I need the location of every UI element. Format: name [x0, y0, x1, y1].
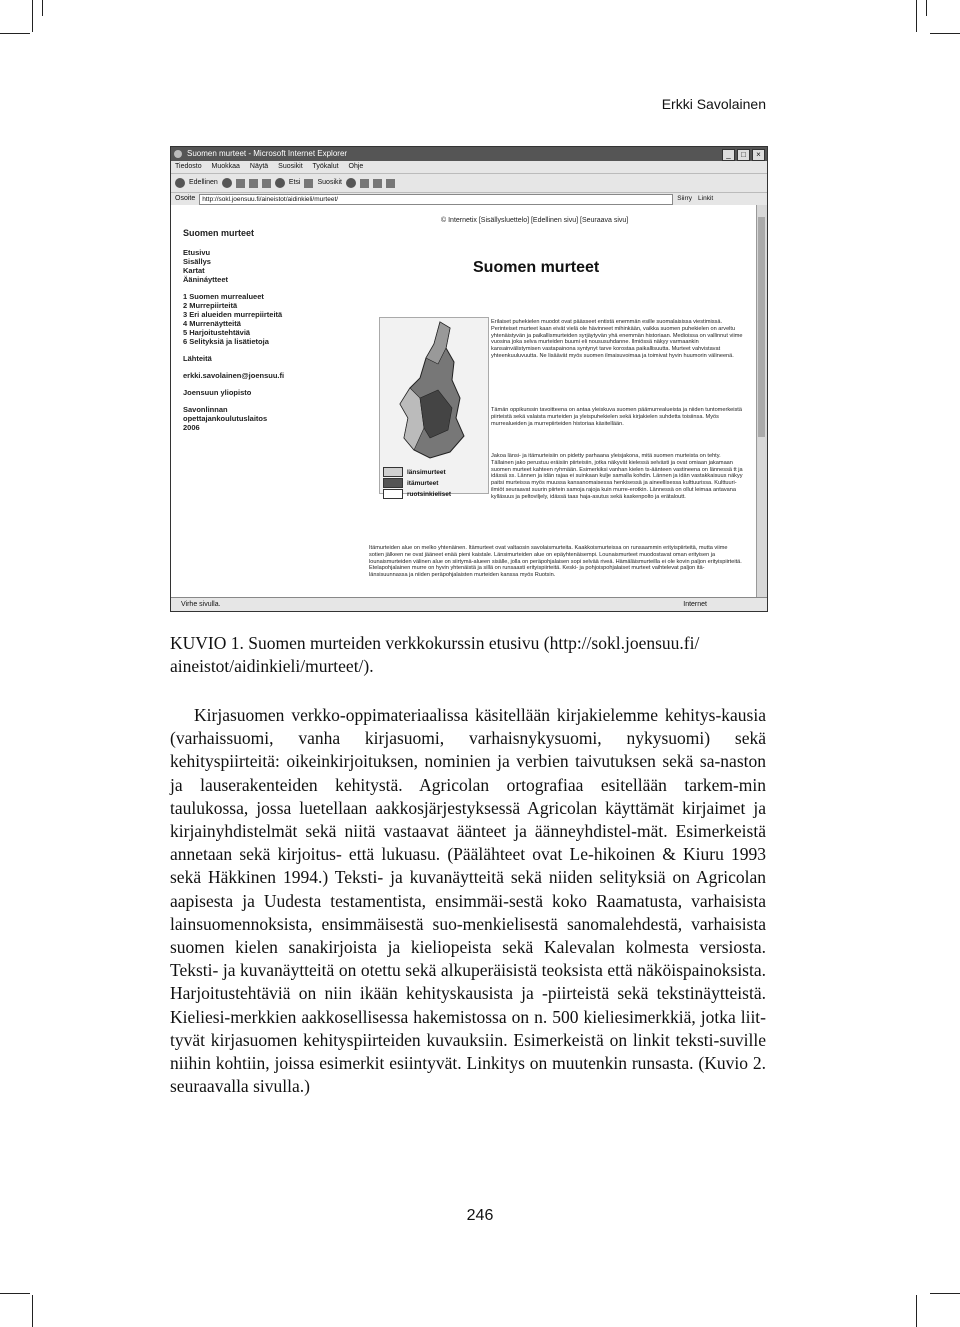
legend-swatch-swedish [383, 489, 403, 499]
legend-label: itämurteet [407, 479, 439, 487]
forward-arrow-icon[interactable] [222, 178, 232, 188]
search-icon[interactable] [275, 178, 285, 188]
maximize-button[interactable]: □ [737, 149, 750, 161]
close-button[interactable]: × [752, 149, 765, 161]
sidebar-item-chapter[interactable]: 3 Eri alueiden murrepiirteitä [183, 310, 283, 319]
toolbar [171, 174, 767, 193]
address-label: Osoite [175, 195, 196, 202]
sidebar-item-chapter[interactable]: 6 Selityksiä ja lisätietoja [183, 337, 269, 346]
menu-edit[interactable]: Muokkaa [211, 163, 240, 170]
crop-mark [0, 33, 30, 34]
search-button[interactable]: Etsi [288, 179, 301, 186]
print-icon[interactable] [373, 179, 382, 188]
crop-mark [32, 1295, 33, 1327]
east-west-paragraph: Itämurteiden alue on melko yhtenäinen. Itämurteet ovat valtaosin savolaismurteita. Kaakkoismurteissa on runsaammin erityispiirteitä, mutta viime sotien jälkeen ne ovat jääneet enää pieni kaistale. Länsimurteiden alue on epäyhtenäisempi. Lounaismurteet muodostavat oman erityisen ja lounaismurteiden välinen alue on siirtymä-alueen sisälle, jolla on peräpohjalaisen sopi selvää riveä. Hämäläismurteilla ei ole kovin paljon erityispiirteitä. Etelapohjalainen murre on hyvin yhtenäistä ja sillä on runsaasti erityispiirteitä. Keski- ja pohjoispohjalaiset murteet vaihtelevat paljon itä-länsisuunnassa ja niiden peräpohjalaisten murteiden kanssa myös Ruotsin. [369, 545, 742, 579]
crop-mark [926, 0, 927, 16]
page-content [171, 205, 757, 597]
menu-help[interactable]: Ohje [348, 163, 364, 170]
menu-view[interactable]: Näytä [249, 163, 269, 170]
crop-mark [930, 33, 960, 34]
menu-tools[interactable]: Työkalut [312, 163, 339, 170]
address-input[interactable]: http://sokl.joensuu.fi/aineistot/aidinkieli/murteet/ [199, 194, 673, 205]
crop-mark [916, 0, 917, 32]
top-navigation[interactable]: © Internetix [Sisällysluettelo] [Edellinen sivu] [Seuraava sivu] [441, 217, 629, 224]
legend-label: länsimurteet [407, 468, 446, 476]
stop-icon[interactable] [236, 179, 245, 188]
sidebar-unit: opettajankoulutuslaitos [183, 414, 268, 423]
history-icon[interactable] [346, 178, 356, 188]
sidebar-item-home[interactable]: Etusivu [183, 248, 211, 257]
go-button[interactable]: Siirry [677, 195, 693, 202]
crop-mark [42, 0, 43, 16]
page-number: 246 [466, 1207, 494, 1224]
figure-caption: KUVIO 1. Suomen murteiden verkkokurssin etusivu (http://sokl.joensuu.fi/ aineistot/aidinkieli/murteet/). [170, 633, 700, 676]
favorites-star-icon[interactable] [304, 179, 313, 188]
browser-screenshot [170, 146, 768, 612]
menu-file[interactable]: Tiedosto [175, 163, 202, 170]
sidebar-year: 2006 [183, 423, 200, 432]
minimize-button[interactable]: _ [722, 149, 735, 161]
sidebar-university: Joensuun yliopisto [183, 388, 252, 397]
links-button[interactable]: Linkit [698, 195, 714, 202]
running-header: Erkki Savolainen [661, 96, 766, 112]
sidebar-title: Suomen murteet [183, 228, 255, 238]
crop-mark [930, 1293, 960, 1294]
mail-icon[interactable] [360, 179, 369, 188]
back-arrow-icon[interactable] [175, 178, 185, 188]
legend-swatch-east [383, 478, 403, 488]
window-controls [722, 149, 765, 161]
sidebar-item-chapter[interactable]: 2 Murrepiirteitä [183, 301, 238, 310]
crop-mark [32, 0, 33, 32]
sidebar-email[interactable]: erkki.savolainen@joensuu.fi [183, 371, 285, 380]
favorites-button[interactable]: Suosikit [317, 179, 342, 186]
crop-mark [916, 1295, 917, 1327]
legend-swatch-west [383, 467, 403, 477]
legend-label: ruotsinkieliset [407, 490, 452, 498]
menu-bar [171, 161, 767, 174]
edit-icon[interactable] [386, 179, 395, 188]
status-zone: Internet [683, 601, 707, 608]
window-title: Suomen murteet - Microsoft Internet Explorer [187, 149, 348, 158]
body-paragraph: Kirjasuomen verkko-oppimateriaalissa käsitellään kirjakielemme kehitys-kausia (varhaissuomi, vanha kirjasuomi, varhaisnykysuomi, nykysuomi) sekä kehityspiirteitä: oikeinkirjoituksen, nominien ja verbien taivutuksen sekä sa-naston ja lauserakenteiden kehitystä. Agricolan ortografiaa esitellään tarkem-min taulukossa, jossa luetellaan aakkosjärjestyksessä Agricolan käyttämät kirjaimet ja kirjainyhdistelmät sekä niitä vastaavat äänteet ja äänneyhdistel-mät. Esimerkeistä annetaan sekä kirjoitus- että lukuasu. (Päälähteet ovat Le-hikoinen & Kiuru 1993 sekä Häkkinen 1994.) Teksti- ja kuvanäytteitä sekä niiden selityksiä on Agricolan aapisesta ja Uudesta testamentista, ensimmäi-sestä koko Raamatusta, varhaisista lainsuomennoksista, ensimmäisestä suo-menkielisestä sanomalehdestä, varhaisista suomen kielen sanakirjoista ja kieliopeista sekä Kalevalan kolmesta versiosta. Teksti- ja kuvanäytteitä on otettu sekä alkuperäisistä teoksista että näköispainoksista. Harjoitustehtäviä on niin ikään kehityskausista ja -piirteistä sekä tekstinäytteistä. Kieliesi-merkkien aakkosellisessa hakemistossa on n. 500 kieliesimerkkiä, jotka liit-tyvät kirjasuomen kehityspiirteiden kuvauksiin. Esimerkeistä on linkit teksti-suville niihin kohtiin, joissa esimerkit esiintyvät. Linkitys on muutenkin runsasta. (Kuvio 2. seuraavalla sivulla.) [170, 705, 766, 1097]
sidebar-item-sources[interactable]: Lähteitä [183, 354, 212, 363]
map-legend [383, 467, 451, 500]
menu-favorites[interactable]: Suosikit [278, 163, 303, 170]
vertical-scrollbar[interactable] [756, 205, 767, 597]
back-button[interactable]: Edellinen [189, 179, 218, 186]
crop-mark [0, 1293, 30, 1294]
sidebar-item-chapter[interactable]: 4 Murrenäytteitä [183, 319, 241, 328]
page-title: Suomen murteet [473, 259, 600, 276]
goal-paragraph: Tämän oppikurssin tavoitteena on antaa yleiskuva suomen päämurrealueista ja niiden tuntomerkeistä piirteistä sekä valaista murteiden ja yleispuhekielen sekä kirjakielen suhdetta toisiinsa. Myös murrealueiden ja murrepiirteiden historiaa käsitellään. [491, 407, 742, 427]
ie-icon [174, 150, 182, 158]
refresh-icon[interactable] [249, 179, 258, 188]
division-paragraph: Jakoa länsi- ja itämurteisiin on pidetty parhaana yleisjakona, mitä suomen murteista on tehty. Tällainen jako perustuu eräisiin piirteisiin, jotka näkyvät kielessä selvästi ja ovat omiaan jakamaan suomen murteet kahteen ryhmään. Esimerkiksi vanhan kielen ts-äänteen vastineena on lännessä tt ja idässä ss. Lännen ja idän rajaa ei suinkaan kulje samalla kohdin. Lännen ja idän vastakkaisuus näkyy paitsi murteissa myös muussa kansanomaisessa henkisessä ja aineellisessa kulttuurissa. Kulttuuri-ilmiöt seuraavat suurin piirtein samoja rajoja kuin murre-erotkin. Lännessä on ollut leimaa antavana kylläsuus ja peltoviljely, idässä taas haja-asutus sekä kaskenpolto ja erätaloutt. [491, 453, 743, 500]
sidebar-item-maps[interactable]: Kartat [183, 266, 205, 275]
sidebar-item-chapter[interactable]: 1 Suomen murrealueet [183, 292, 264, 301]
sidebar-item-audio[interactable]: Äänináytteet [183, 275, 229, 284]
finland-map-icon [380, 318, 488, 466]
window-titlebar [171, 147, 767, 161]
sidebar-item-contents[interactable]: Sisällys [183, 257, 211, 266]
intro-paragraph: Erilaiset puhekielen muodot ovat päässeet entistä enemmän esille suomalaisissa viestimissä. Perinteiset murteet kaan eivät vielä ole hävinneet mihinkään, vaikka suomen puhekielen on arveltu yhtenäistyvän ja paikallismurteiden syrjäytyvän yhä enemmän historiaan. Medioissa on vallinnut viime vuosina joka selva murteiden buumi eli noususuhdanne. Ilmiössä näkyy varmaankin kansainvälistymisen vastapainona syntynyt tarve korostaa paikallisuutta. Murteet vahvistavat yhteenkuuluvuutta. Ne lisäävät myös suomen ilmaisuvoimaa ja toimivat hyvin huumorin välineenä. [491, 319, 743, 359]
sidebar-item-chapter[interactable]: 5 Harjoitustehtäviä [183, 328, 251, 337]
home-icon[interactable] [262, 179, 271, 188]
scroll-thumb[interactable] [758, 217, 765, 437]
site-sidebar [183, 229, 333, 440]
status-bar [171, 597, 767, 611]
status-text: Virhe sivulla. [181, 601, 221, 608]
sidebar-unit: Savonlinnan [183, 405, 228, 414]
